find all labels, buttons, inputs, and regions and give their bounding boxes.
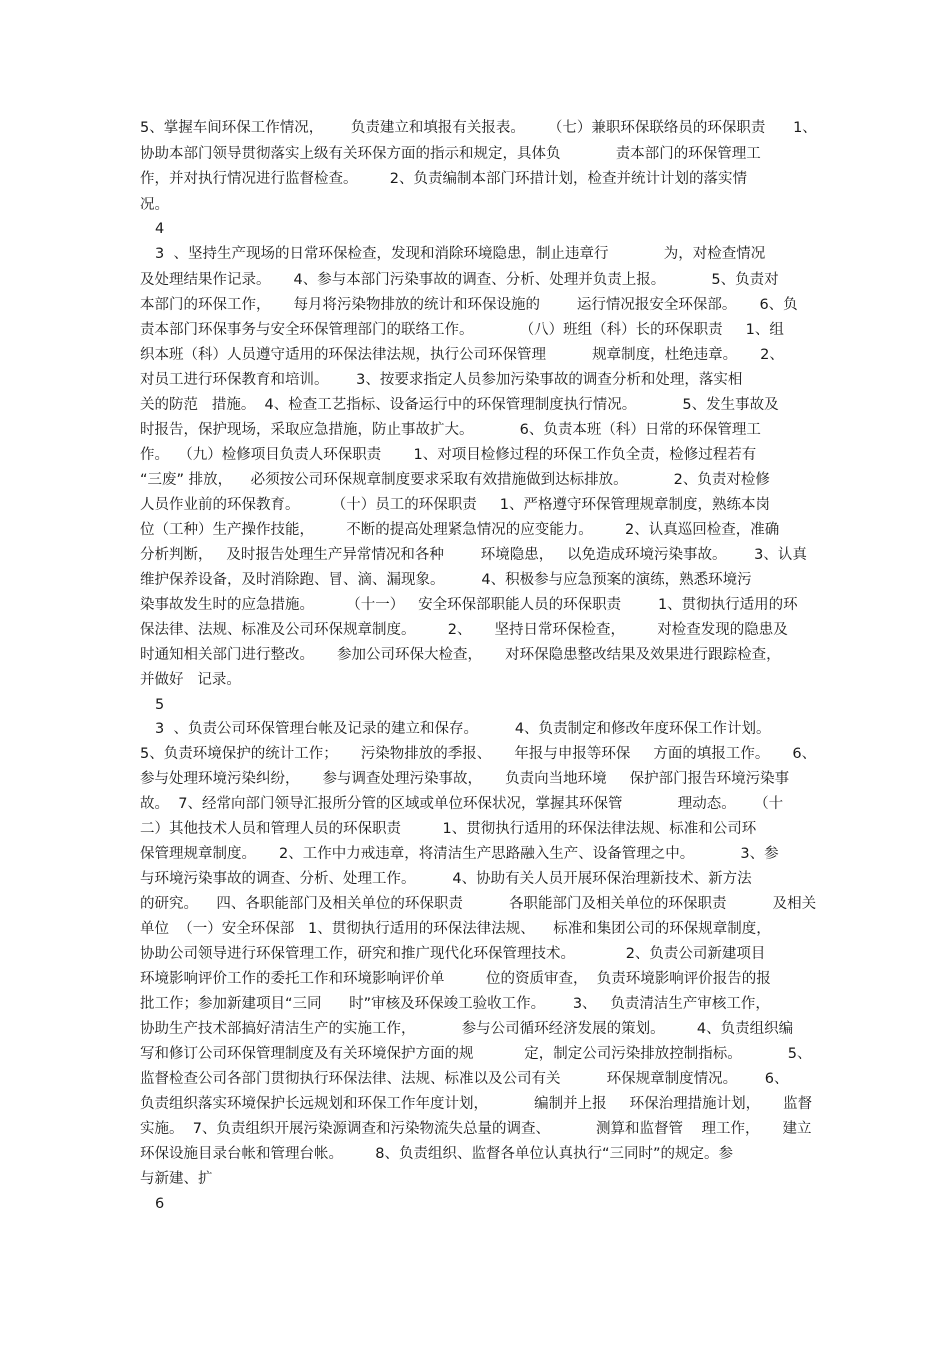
text-line: 与环境污染事故的调查、分析、处理工作。 4、协助有关人员开展环保治理新技术、新方法 (140, 871, 752, 887)
text-line: 写和修订公司环保管理制度及有关环境保护方面的规 定，制定公司污染排放控制指标。 5、 (140, 1046, 812, 1062)
text-line: 负责组织落实环境保护长远规划和环保工作年度计划， 编制并上报 环保治理措施计划， 监督 (140, 1096, 813, 1112)
text-line: 本部门的环保工作， 每月将污染物排放的统计和环保设施的 运行情况报安全环保部。 6、负 (140, 297, 798, 313)
text-line: 5、负责环境保护的统计工作； 污染物排放的季报、 年报与申报等环保 方面的填报工作。 6、 (140, 746, 817, 762)
text-line: 协助本部门领导贯彻落实上级有关环保方面的指示和规定，具体负 责本部门的环保管理工 (140, 146, 761, 162)
text-line: 作。 （九）检修项目负责人环保职责 1、对项目检修过程的环保工作负全责，检修过程若有 (140, 447, 757, 463)
text-line: 保法律、法规、标准及公司环保规章制度。 2、 坚持日常环保检查， 对检查发现的隐患及 (140, 622, 788, 638)
text-line: 二）其他技术人员和管理人员的环保职责 1、贯彻执行适用的环保法律法规、标准和公司环 (140, 821, 757, 837)
text-line: 分析判断， 及时报告处理生产异常情况和各种 环境隐患， 以免造成环境污染事故。 3、认真 (140, 547, 807, 563)
text-line: 并做好 记录。 (140, 672, 241, 688)
text-line: 对员工进行环保教育和培训。 3、按要求指定人员参加污染事故的调查分析和处理，落实相 (140, 372, 743, 388)
text-line: 时报告，保护现场，采取应急措施，防止事故扩大。 6、负责本班（科）日常的环保管理工 (140, 422, 761, 438)
text-line: 况。 (140, 197, 169, 213)
text-line: 监督检查公司各部门贯彻执行环保法律、法规、标准以及公司有关 环保规章制度情况。 6、 (140, 1071, 789, 1087)
page-number: 6 (155, 1196, 165, 1212)
text-line: 的研究。 四、各职能部门及相关单位的环保职责 各职能部门及相关单位的环保职责 及相关 (140, 896, 817, 912)
text-line: 实施。 7、负责组织开展污染源调查和污染物流失总量的调查、 测算和监督管 理工作， 建立 (140, 1121, 812, 1137)
page-number: 4 (155, 221, 165, 237)
text-line: 故。 7、经常向部门领导汇报所分管的区域或单位环保状况，掌握其环保管 理动态。 （十 (140, 796, 784, 812)
text-line: 参与处理环境污染纠纷， 参与调查处理污染事故， 负责向当地环境 保护部门报告环境污染事 (140, 771, 790, 787)
text-line: 位（工种）生产操作技能， 不断的提高处理紧急情况的应变能力。 2、认真巡回检查，准确 (140, 522, 780, 538)
text-line: 关的防范 措施。 4、检查工艺指标、设备运行中的环保管理制度执行情况。 5、发生事故及 (140, 397, 779, 413)
text-line: 及处理结果作记录。 4、参与本部门污染事故的调查、分析、处理并负责上报。 5、负责对 (140, 272, 779, 288)
text-line: 3 、坚持生产现场的日常环保检查，发现和消除环境隐患，制止违章行 为，对检查情况 (155, 246, 766, 262)
text-line: 批工作；参加新建项目“三同 时”审核及环保竣工验收工作。 3、 负责清洁生产审核工作， (140, 996, 770, 1012)
text-line: 3 、负责公司环保管理台帐及记录的建立和保存。 4、负责制定和修改年度环保工作计划。 (155, 721, 771, 737)
text-line: 协助生产技术部搞好清洁生产的实施工作， 参与公司循环经济发展的策划。 4、负责组织编 (140, 1021, 794, 1037)
text-line: 协助公司领导进行环保管理工作，研究和推广现代化环保管理技术。 2、负责公司新建项目 (140, 946, 766, 962)
text-line: 环保设施目录台帐和管理台帐。 8、负责组织、监督各单位认真执行“三同时”的规定。参 (140, 1146, 734, 1162)
text-line: 5、掌握车间环保工作情况， 负责建立和填报有关报表。 （七）兼职环保联络员的环保职责 1、 (140, 120, 817, 136)
text-line: 保管理规章制度。 2、工作中力戒违章，将清洁生产思路融入生产、设备管理之中。 3、参 (140, 846, 779, 862)
text-line: 染事故发生时的应急措施。 （十一） 安全环保部职能人员的环保职责 1、贯彻执行适用的环 (140, 597, 798, 613)
text-line: 环境影响评价工作的委托工作和环境影响评价单 位的资质审查， 负责环境影响评价报告的报 (140, 971, 771, 987)
text-line: “三废” 排放， 必须按公司环保规章制度要求采取有效措施做到达标排放。 2、负责对检修 (140, 472, 770, 488)
text-line: 维护保养设备，及时消除跑、冒、滴、漏现象。 4、积极参与应急预案的演练，熟悉环境污 (140, 572, 752, 588)
text-line: 织本班（科）人员遵守适用的环保法律法规，执行公司环保管理 规章制度，杜绝违章。 2、 (140, 347, 784, 363)
text-line: 与新建、扩 (140, 1171, 213, 1187)
text-line: 人员作业前的环保教育。 （十）员工的环保职责 1、严格遵守环保管理规章制度，熟练本岗 (140, 497, 771, 513)
text-line: 责本部门环保事务与安全环保管理部门的联络工作。 （八）班组（科）长的环保职责 1、组 (140, 322, 784, 338)
text-line: 时通知相关部门进行整改。 参加公司环保大检查， 对环保隐患整改结果及效果进行跟踪检查， (140, 647, 781, 663)
page-number: 5 (155, 697, 165, 713)
text-line: 作，并对执行情况进行监督检查。 2、负责编制本部门环措计划，检查并统计计划的落实情 (140, 171, 747, 187)
text-line: 单位 （一）安全环保部 1、贯彻执行适用的环保法律法规、 标准和集团公司的环保规章制度， (140, 921, 771, 937)
